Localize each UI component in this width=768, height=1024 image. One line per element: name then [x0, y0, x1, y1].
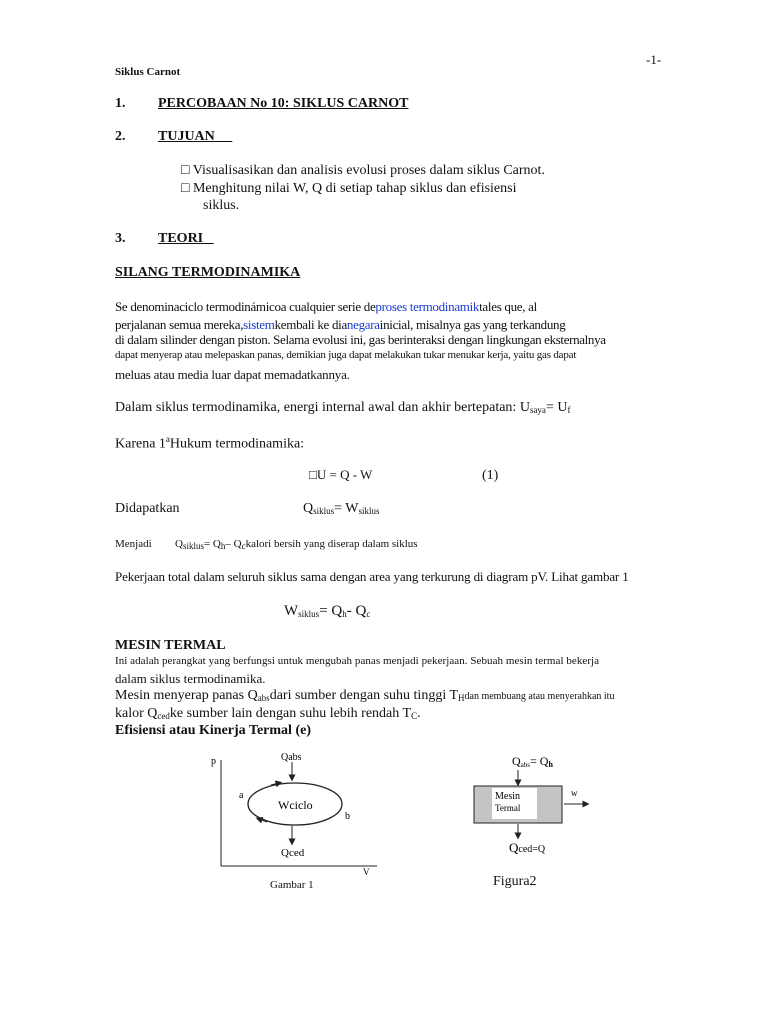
- objective-text-2-cont: siklus.: [203, 198, 240, 213]
- objective-item-1: [181, 163, 545, 179]
- qced-label: Qced=Q: [509, 840, 546, 855]
- figure-1-pv-diagram: [205, 748, 385, 893]
- first-law-statement: Karena 1$^a$Hukum termodinamika:: [115, 434, 305, 452]
- menjadi-label: Menjadi: [115, 538, 152, 550]
- qabs-label: Qabs= Qh: [512, 754, 553, 769]
- section-2-title: TUJUAN: [158, 129, 215, 144]
- axis-label-p: p: [211, 756, 216, 767]
- objective-text-1: Visualisasikan dan analisis evolusi proses dalam siklus Carnot.: [192, 163, 545, 178]
- mesin-line-4: kalor $Q_{ced}ke$ sumber lain dengan suhu lebih rendah $T_C$.: [115, 706, 421, 721]
- silang-paragraph-line-2: perjalanan semua mereka,sistemkembali ke dianegarainicial, misalnya gas yang terkandung: [115, 317, 566, 332]
- mesin-heading: MESIN TERMAL: [115, 638, 226, 653]
- objective-item-2: [181, 181, 517, 197]
- section-1-title: PERCOBAAN No 10: SIKLUS CARNOT: [158, 96, 409, 111]
- axis-label-v: V: [363, 867, 370, 877]
- section-3-number: 3.: [115, 231, 126, 246]
- efisiensi-heading: Efisiensi atau Kinerja Termal (e): [115, 723, 311, 738]
- mesin-line-2: dalam siklus termodinamika.: [115, 671, 266, 686]
- wciclo-label: Wciclo: [278, 798, 313, 812]
- section-2-number: 2.: [115, 129, 126, 144]
- equation-number: (1): [482, 468, 499, 483]
- mesin-line-3: Mesin menyerap panas $Q_{abs}dari$ sumber dengan suhu tinggi $T_Hdan$ membuang atau menyerahkan itu: [115, 688, 615, 703]
- obtained-label: Didapatkan: [115, 501, 180, 516]
- energy-statement: Dalam siklus termodinamika, energi internal awal dan akhir bertepatan: $U_{saya}= U_f$: [115, 400, 571, 415]
- figure-2-caption: Figura2: [493, 874, 537, 889]
- first-law-equation: □U = Q - W: [309, 467, 373, 482]
- point-a-label: a: [239, 790, 244, 801]
- link-sistem[interactable]: sistem: [243, 317, 275, 332]
- machine-label-line-1: Mesin: [495, 791, 520, 802]
- section-1-number: 1.: [115, 96, 126, 111]
- page-number: -1-: [646, 52, 662, 67]
- silang-paragraph-line-1: Se denominaciclo termodinámicoa cualquier serie deproses termodinamiktales que, al: [115, 299, 537, 314]
- work-total-statement: Pekerjaan total dalam seluruh siklus sama dengan area yang terkurung di diagram pV. Lihat gambar 1: [115, 569, 629, 584]
- checkbox-bullet-icon: □: [181, 181, 190, 196]
- work-equation: $W_{siklus}= Q_h-$ $Q_c$: [284, 603, 371, 619]
- silang-paragraph-line-5: meluas atau media luar dapat memadatkannya.: [115, 367, 350, 382]
- link-negara[interactable]: negara: [346, 317, 380, 332]
- mesin-line-1: Ini adalah perangkat yang berfungsi untuk mengubah panas menjadi pekerjaan. Sebuah mesin termal bekerja: [115, 655, 600, 667]
- menjadi-equation: $Q_{siklus}= Q_h-$ $Q_ckalori$ bersih yang diserap dalam siklus: [175, 538, 418, 551]
- figure-1-caption: Gambar 1: [270, 879, 314, 891]
- running-header: Siklus Carnot: [115, 66, 181, 78]
- figure-2-thermal-machine: [468, 748, 598, 868]
- link-proses-termodinamik[interactable]: proses termodinamik: [375, 299, 480, 314]
- work-label: w: [571, 788, 578, 798]
- point-b-label: b: [345, 811, 350, 822]
- checkbox-bullet-icon: □: [181, 163, 190, 178]
- silang-paragraph-line-3: di dalam silinder dengan piston. Selama evolusi ini, gas berinteraksi dengan lingkungan eksternalnya: [115, 332, 606, 347]
- silang-heading: SILANG TERMODINAMIKA: [115, 265, 301, 280]
- qabs-label: Qabs: [281, 752, 302, 763]
- section-3-title: TEORI: [158, 231, 204, 246]
- obtained-equation: $Q_{siklus}= W_{siklus}$: [303, 501, 380, 516]
- qced-label: Qced: [281, 847, 305, 859]
- machine-label-line-2: Termal: [495, 803, 521, 813]
- silang-paragraph-line-4: dapat menyerap atau melepaskan panas, demikian juga dapat melakukan tukar menukar kerja, yaitu gas dapat: [115, 349, 577, 361]
- objective-text-2: Menghitung nilai W, Q di setiap tahap siklus dan efisiensi: [192, 181, 517, 196]
